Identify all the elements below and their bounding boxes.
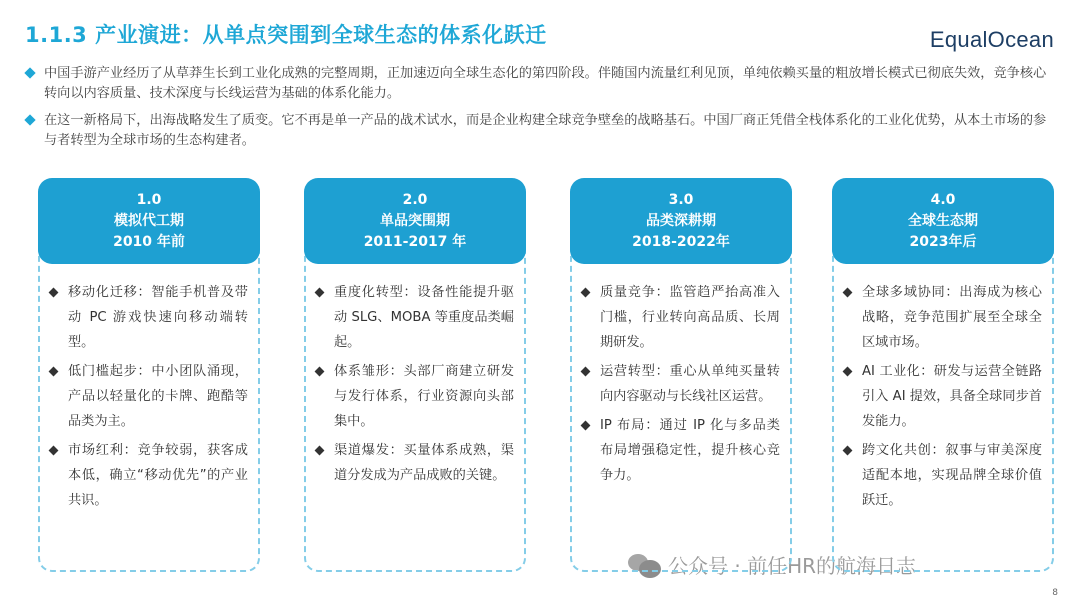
stage-name: 模拟代工期: [114, 212, 184, 229]
diamond-bullet-icon: [581, 288, 591, 298]
intro-text: 中国手游产业经历了从草莽生长到工业化成熟的完整周期，正加速迈向全球生态化的第四阶段。伴随国内流量红利见顶，单纯依赖买量的粗放增长模式已彻底失效，竞争核心转向以内容质量、技术深度与长线运营为基础的体系化能力。: [44, 66, 1047, 101]
watermark-text: 公众号 · 前任HR的航海日志: [668, 554, 917, 578]
stage-item-text: 渠道爆发：买量体系成熟，渠道分发成为产品成败的关键。: [334, 443, 514, 483]
stage-item: [48, 359, 248, 434]
stage-version: 3.0: [668, 191, 694, 208]
diamond-bullet-icon: [49, 446, 59, 456]
stage-item: [842, 359, 1042, 434]
diamond-bullet-icon: [581, 421, 591, 431]
diamond-bullet-icon: [315, 446, 325, 456]
stage-item-text: 低门槛起步：中小团队涌现，产品以轻量化的卡牌、跑酷等品类为主。: [68, 364, 248, 429]
stage-name: 品类深耕期: [646, 212, 716, 229]
stage-version: 1.0: [136, 191, 162, 208]
page-number: 8: [1052, 588, 1058, 598]
intro-bullet: [26, 64, 1056, 104]
diamond-bullet-icon: [315, 288, 325, 298]
stage-item-text: 质量竞争：监管趋严抬高准入门槛，行业转向高品质、长周期研发。: [600, 285, 780, 350]
diamond-bullet-icon: [24, 114, 35, 125]
stage-item: [580, 280, 780, 355]
stage-item: [842, 280, 1042, 355]
stage-item-text: 市场红利：竞争较弱，获客成本低，确立“移动优先”的产业共识。: [68, 443, 248, 508]
stage-items: [48, 280, 248, 517]
stage-item-text: IP 布局：通过 IP 化与多品类布局增强稳定性，提升核心竞争力。: [600, 418, 780, 483]
stage-items: [842, 280, 1042, 517]
diamond-bullet-icon: [581, 367, 591, 377]
page-title: 1.1.3 产业演进：从单点突围到全球生态的体系化跃迁: [25, 23, 547, 47]
intro-section: [26, 64, 1056, 158]
stage-header: [38, 178, 260, 264]
stage-item-text: 运营转型：重心从单纯买量转向内容驱动与长线社区运营。: [600, 364, 780, 404]
diamond-bullet-icon: [843, 367, 853, 377]
diamond-bullet-icon: [843, 446, 853, 456]
diamond-bullet-icon: [49, 367, 59, 377]
stage-period: 2018-2022年: [632, 233, 730, 250]
stage-version: 2.0: [402, 191, 428, 208]
stage-card-1: [38, 178, 260, 573]
stage-header: [304, 178, 526, 264]
stage-items: [314, 280, 514, 492]
stage-name: 全球生态期: [908, 212, 978, 229]
stage-header: [832, 178, 1054, 264]
stage-item: [842, 438, 1042, 513]
stage-header: [570, 178, 792, 264]
stage-item-text: AI 工业化：研发与运营全链路引入 AI 提效，具备全球同步首发能力。: [862, 364, 1042, 429]
stage-period: 2011-2017 年: [363, 233, 467, 250]
stage-item-text: 移动化迁移：智能手机普及带动 PC 游戏快速向移动端转型。: [68, 285, 248, 350]
stage-name: 单品突围期: [380, 212, 450, 229]
stage-period: 2023年后: [909, 233, 977, 250]
stage-item: [580, 413, 780, 488]
intro-text: 在这一新格局下，出海战略发生了质变。它不再是单一产品的战术试水，而是企业构建全球竞争壁垒的战略基石。中国厂商正凭借全栈体系化的工业化优势，从本土市场的参与者转型为全球市场的生态构建者。: [44, 113, 1047, 148]
intro-bullet: [26, 111, 1056, 151]
diamond-bullet-icon: [843, 288, 853, 298]
stage-items: [580, 280, 780, 492]
stage-period: 2010 年前: [113, 233, 185, 250]
stage-version: 4.0: [930, 191, 956, 208]
diamond-bullet-icon: [49, 288, 59, 298]
stage-item-text: 体系雏形：头部厂商建立研发与发行体系，行业资源向头部集中。: [334, 364, 514, 429]
stage-item: [580, 359, 780, 409]
stage-card-4: [832, 178, 1054, 573]
stage-item: [48, 438, 248, 513]
stage-item: [314, 438, 514, 488]
diamond-bullet-icon: [315, 367, 325, 377]
stage-item-text: 全球多域协同：出海成为核心战略，竞争范围扩展至全球全区域市场。: [862, 285, 1042, 350]
stage-card-3: [570, 178, 792, 573]
stage-item-text: 重度化转型：设备性能提升驱动 SLG、MOBA 等重度品类崛起。: [334, 285, 514, 350]
stage-item: [48, 280, 248, 355]
stage-item: [314, 359, 514, 434]
stage-card-2: [304, 178, 526, 573]
equalocean-logo: EqualOcean: [929, 27, 1054, 52]
stage-item-text: 跨文化共创：叙事与审美深度适配本地，实现品牌全球价值跃迁。: [862, 443, 1042, 508]
stage-item: [314, 280, 514, 355]
diamond-bullet-icon: [24, 67, 35, 78]
